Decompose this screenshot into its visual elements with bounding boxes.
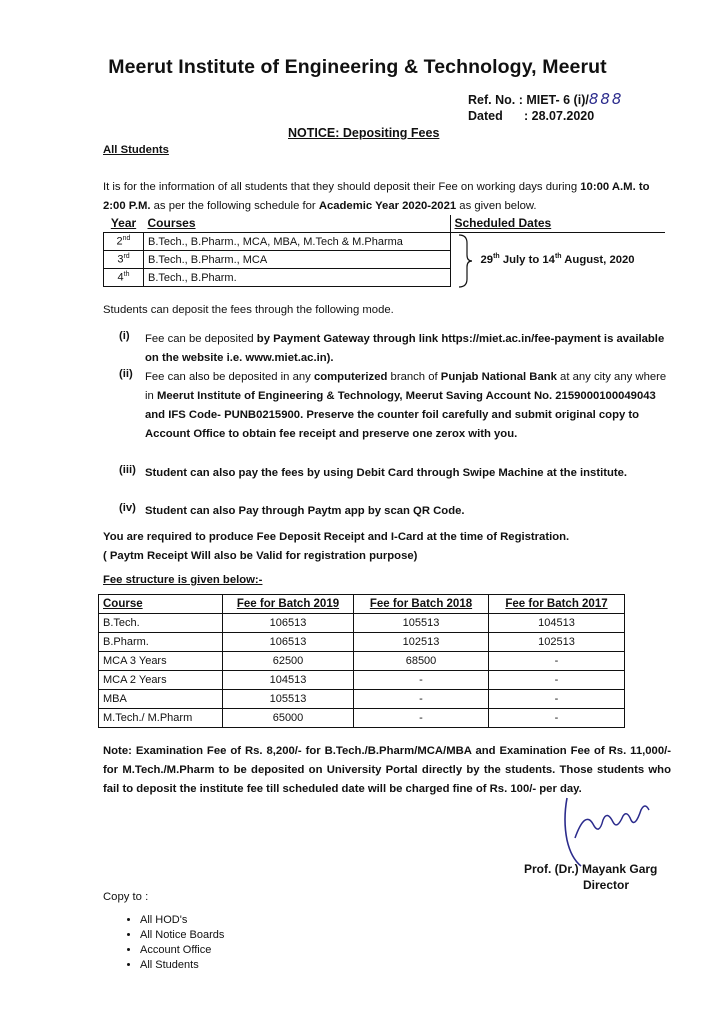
date-end: August, 2020 xyxy=(561,253,635,266)
fee-value-cell: - xyxy=(354,671,489,690)
signature-text xyxy=(562,820,566,821)
fee-value-cell: 62500 xyxy=(223,652,354,671)
fee-row xyxy=(99,690,625,709)
mode-bank-deposit xyxy=(145,368,675,444)
fee-header-2018: Fee for Batch 2018 xyxy=(354,595,489,614)
mode-text: at any city any where in xyxy=(145,371,667,402)
fee-value-cell: - xyxy=(354,709,489,728)
mode-text-bold: computerized xyxy=(313,371,388,383)
fee-value-cell: - xyxy=(489,671,625,690)
year-suffix: th xyxy=(123,271,130,279)
date-start-suffix: th xyxy=(493,253,500,260)
examination-fee-note: Note: Examination Fee of Rs. 8,200/- for B.Tech./B.Pharm/MCA/MBA and Examination Fee of Rs. 11,000/- for M.Tech./M.Pharm to be deposited on University Portal directly by the students. Those students who fail to deposit the institute fee till scheduled date will be charged fine of Rs. 100/- per day. xyxy=(103,745,671,795)
requirement-note: You are required to produce Fee Deposit Receipt and I-Card at the time of Registration. xyxy=(103,531,570,543)
year-number: 3 xyxy=(117,253,124,266)
fee-value-cell: 102513 xyxy=(489,633,625,652)
date-middle: July to 14 xyxy=(499,253,555,266)
mode-paytm xyxy=(145,502,675,521)
modes-intro: Students can deposit the fees through the following mode. xyxy=(103,304,394,316)
schedule-year-cell xyxy=(104,269,144,287)
fee-value-cell: 104513 xyxy=(489,614,625,633)
schedule-header-row xyxy=(104,215,665,233)
fee-course-cell: B.Pharm. xyxy=(99,633,223,652)
schedule-header-courses: Courses xyxy=(144,215,451,233)
fee-header-2017: Fee for Batch 2017 xyxy=(489,595,625,614)
mode-number: (ii) xyxy=(119,368,133,380)
date-end-suffix: th xyxy=(554,253,562,260)
fee-value-cell: - xyxy=(489,652,625,671)
intro-time: 10:00 A.M. to 2:00 P.M. xyxy=(103,181,650,212)
fee-value-cell: 102513 xyxy=(354,633,489,652)
scheduled-date-range xyxy=(481,253,635,266)
mode-text-bold: Student can also Pay through Paytm app by scan QR Code. xyxy=(145,505,465,517)
mode-text-bold: by Payment Gateway through link https://miet.ac.in/fee-payment is available on the website i.e. www.miet.ac.in). xyxy=(145,333,665,364)
mode-number: (i) xyxy=(119,330,130,342)
handwritten-ref-number: 888 xyxy=(588,90,624,108)
schedule-courses-cell: B.Tech., B.Pharm. xyxy=(144,269,451,287)
year-suffix: nd xyxy=(122,235,131,243)
copy-to-label: Copy to : xyxy=(103,891,149,903)
year-number: 2 xyxy=(116,235,123,248)
fee-value-cell: 104513 xyxy=(223,671,354,690)
recipients-label: All Students xyxy=(103,144,169,156)
reference-number xyxy=(468,90,623,108)
list-item: • All HOD's xyxy=(140,913,224,928)
schedule-row xyxy=(104,233,665,251)
fee-row xyxy=(99,614,625,633)
copy-to-list xyxy=(118,913,224,973)
fee-structure-table xyxy=(98,594,625,728)
mode-payment-gateway xyxy=(145,330,675,368)
schedule-year-cell xyxy=(104,251,144,269)
reference-label: Ref. No. : MIET- 6 (i)/ xyxy=(468,93,589,107)
fee-header-course: Course xyxy=(99,595,223,614)
intro-text-1: It is for the information of all students that they should deposit their Fee on working days during xyxy=(103,181,581,193)
mode-number: (iii) xyxy=(119,464,136,476)
schedule-courses-cell: B.Tech., B.Pharm., MCA xyxy=(144,251,451,269)
fee-row xyxy=(99,652,625,671)
curly-brace-icon xyxy=(457,233,473,289)
fee-value-cell: - xyxy=(489,690,625,709)
fee-header-2019: Fee for Batch 2019 xyxy=(223,595,354,614)
fee-value-cell: - xyxy=(354,690,489,709)
mode-text: Fee can also be deposited in any xyxy=(145,371,314,383)
dated-label: Dated xyxy=(468,109,503,123)
intro-academic-year: Academic Year 2020-2021 xyxy=(318,200,457,212)
fee-course-cell: MBA xyxy=(99,690,223,709)
schedule-header-dates: Scheduled Dates xyxy=(450,215,665,233)
list-item: • All Notice Boards xyxy=(140,928,224,943)
intro-paragraph xyxy=(103,178,671,216)
mode-text: Fee can be deposited xyxy=(145,333,257,345)
intro-text-3: as given below. xyxy=(456,200,537,212)
year-number: 4 xyxy=(117,271,124,284)
schedule-dates-cell xyxy=(450,233,665,287)
fee-course-cell: MCA 3 Years xyxy=(99,652,223,671)
fee-value-cell: 106513 xyxy=(223,614,354,633)
fee-value-cell: - xyxy=(489,709,625,728)
signatory-name: Prof. (Dr.) Mayank Garg xyxy=(524,862,658,876)
mode-text-bold: Meerut Institute of Engineering & Technology, Meerut Saving Account No. 2159000100049043 and IFS Code- PUNB0215900. Preserve the counter foil carefully and submit original copy to Account Office to obtain fee receipt and preserve one zerox with you. xyxy=(145,390,656,440)
list-item: • Account Office xyxy=(140,943,224,958)
date-start-day: 29 xyxy=(480,253,494,266)
schedule-year-cell xyxy=(104,233,144,251)
institute-title: Meerut Institute of Engineering & Technology, Meerut xyxy=(108,56,607,78)
fee-row xyxy=(99,671,625,690)
mode-debit-card xyxy=(145,464,675,483)
fee-value-cell: 68500 xyxy=(354,652,489,671)
paytm-receipt-note: ( Paytm Receipt Will also be Valid for registration purpose) xyxy=(103,550,418,562)
signatory-designation: Director xyxy=(583,878,630,892)
mode-text: branch of xyxy=(387,371,441,383)
fee-value-cell: 65000 xyxy=(223,709,354,728)
fee-value-cell: 105513 xyxy=(223,690,354,709)
fee-course-cell: B.Tech. xyxy=(99,614,223,633)
fee-header-row xyxy=(99,595,625,614)
schedule-table xyxy=(103,215,665,287)
year-suffix: rd xyxy=(123,253,130,261)
notice-heading: NOTICE: Depositing Fees xyxy=(288,126,440,140)
signature-icon xyxy=(545,780,660,875)
mode-text-bold: Punjab National Bank xyxy=(440,371,557,383)
fee-structure-heading: Fee structure is given below:- xyxy=(103,574,263,586)
mode-text-bold: Student can also pay the fees by using Debit Card through Swipe Machine at the institute. xyxy=(145,467,628,479)
fee-row xyxy=(99,709,625,728)
dated-value: : 28.07.2020 xyxy=(524,109,595,123)
list-item: • All Students xyxy=(140,958,224,973)
mode-number: (iv) xyxy=(119,502,136,514)
intro-text-2: as per the following schedule for xyxy=(150,200,319,212)
schedule-courses-cell: B.Tech., B.Pharm., MCA, MBA, M.Tech & M.Pharma xyxy=(144,233,451,251)
fee-row xyxy=(99,633,625,652)
fee-course-cell: M.Tech./ M.Pharm xyxy=(99,709,223,728)
fee-value-cell: 105513 xyxy=(354,614,489,633)
fee-value-cell: 106513 xyxy=(223,633,354,652)
schedule-header-year: Year xyxy=(104,215,144,233)
fee-course-cell: MCA 2 Years xyxy=(99,671,223,690)
